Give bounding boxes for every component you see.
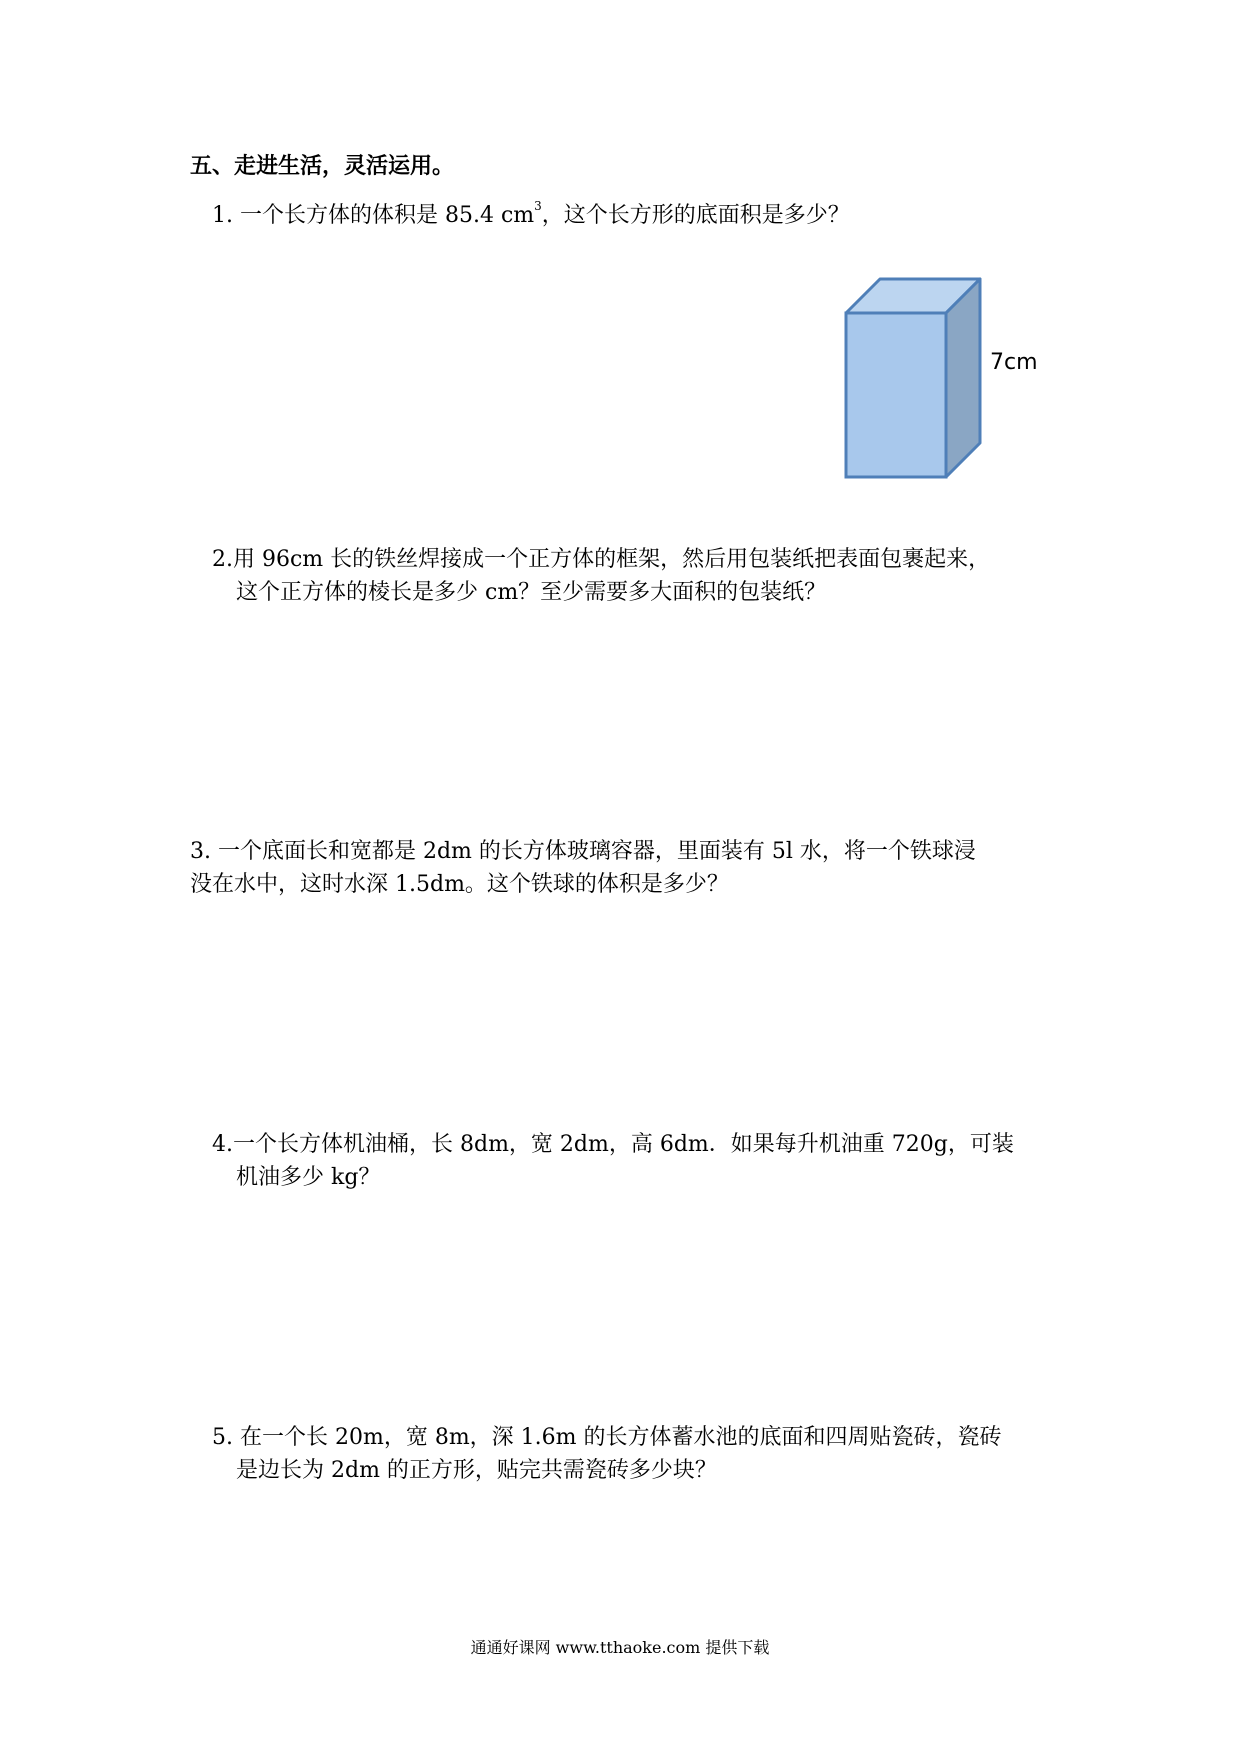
cuboid-side-face <box>946 279 980 477</box>
question-1-text-end: ，这个长方形的底面积是多少？ <box>541 203 850 228</box>
question-2-line-2: 这个正方体的棱长是多少 cm？至少需要多大面积的包装纸？ <box>236 580 827 605</box>
question-1-number: 1. <box>212 203 233 228</box>
cuboid-figure <box>840 275 1040 485</box>
question-5-line-2: 是边长为 2dm 的正方形，贴完共需瓷砖多少块？ <box>236 1458 717 1483</box>
question-4-line-2: 机油多少 kg？ <box>236 1165 381 1190</box>
question-1 <box>212 201 850 231</box>
footer-credit: 通通好课网 www.tthaoke.com 提供下载 <box>470 1638 770 1657</box>
section-title: 五、走进生活，灵活运用。 <box>190 154 455 179</box>
question-3-line-2: 没在水中，这时水深 1.5dm。这个铁球的体积是多少？ <box>190 872 729 897</box>
question-3-line-1: 3. 一个底面长和宽都是 2dm 的长方体玻璃容器，里面装有 5l 水，将一个铁球浸 <box>190 839 976 864</box>
cuboid-front-face <box>846 313 946 477</box>
height-label: 7cm <box>990 350 1038 375</box>
cuboid-drawing <box>840 275 1040 485</box>
cubic-superscript: 3 <box>534 199 542 213</box>
question-2-line-1: 2.用 96cm 长的铁丝焊接成一个正方体的框架，然后用包装纸把表面包裹起来， <box>212 547 991 572</box>
question-4-line-1: 4.一个长方体机油桶，长 8dm，宽 2dm，高 6dm．如果每升机油重 720g，可装 <box>212 1132 1014 1157</box>
question-1-text: 一个长方体的体积是 85.4 cm <box>240 203 535 228</box>
question-5-line-1: 5. 在一个长 20m，宽 8m，深 1.6m 的长方体蓄水池的底面和四周贴瓷砖，瓷砖 <box>212 1425 1002 1450</box>
